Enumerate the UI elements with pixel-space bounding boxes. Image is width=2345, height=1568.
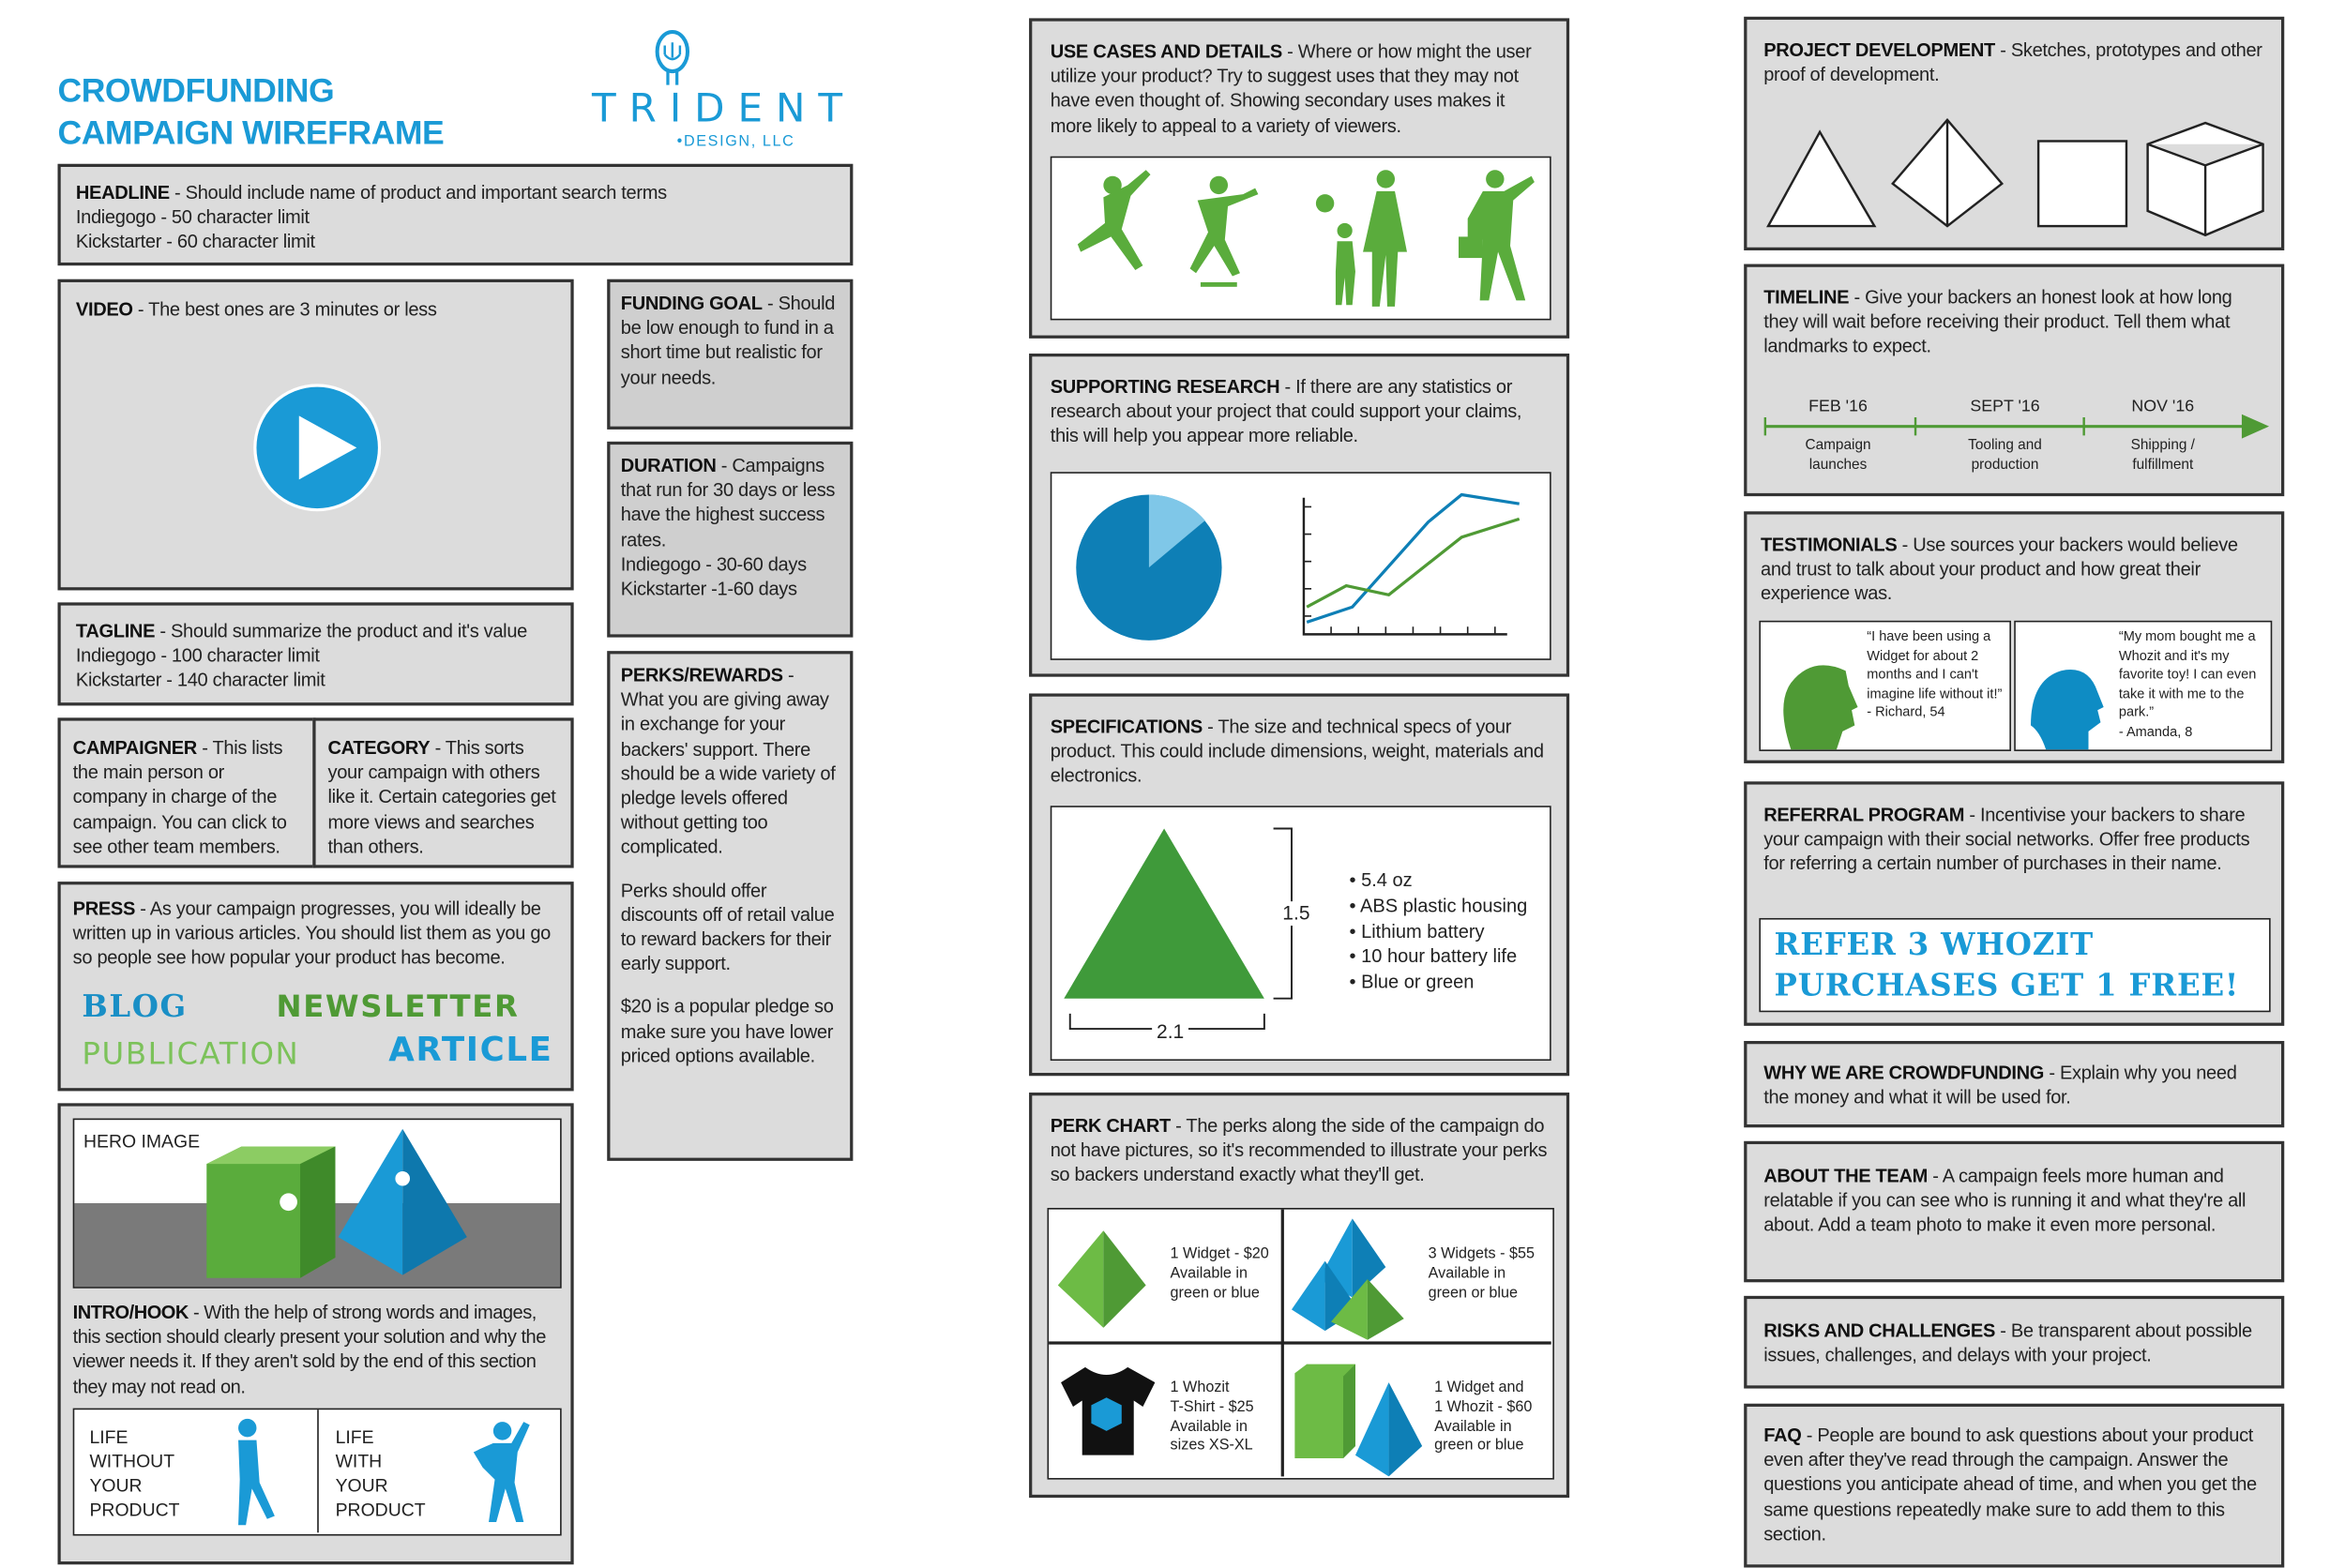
section-label: REFERRAL PROGRAM bbox=[1763, 804, 1965, 826]
section-text: - A campaign feels more human and relatable if you can see who is running it and what they're all about. Add a team photo to make it even more personal. bbox=[1763, 1165, 2247, 1236]
section-text: - The size and technical specs of your product. This could include dimensions, weight, materials and electronics. bbox=[1050, 716, 1544, 787]
title-line: CAMPAIGN WIREFRAME bbox=[57, 113, 445, 152]
faq-section bbox=[1744, 1404, 2284, 1568]
text: Tooling and bbox=[1968, 437, 2042, 454]
spec-item: • 10 hour battery life bbox=[1349, 945, 1518, 968]
perk-text: green or blue bbox=[1434, 1437, 1524, 1455]
project-development-section bbox=[1744, 17, 2284, 250]
green-line-series bbox=[1307, 519, 1520, 607]
use-cases-section bbox=[1029, 18, 1569, 338]
section-label: FUNDING GOAL bbox=[620, 293, 763, 314]
perk-text: Available in bbox=[1170, 1418, 1248, 1436]
section-text: - The perks along the side of the campaign do not have pictures, so it's recommended to illustrate your perks so backers understand exactly what they'll get. bbox=[1050, 1115, 1548, 1186]
text: Shipping / bbox=[2130, 437, 2195, 454]
spec-item: • ABS plastic housing bbox=[1349, 895, 1528, 917]
height-dimension: 1.5 bbox=[1282, 901, 1310, 925]
spec-list bbox=[1349, 868, 1527, 996]
campaigner-section bbox=[57, 717, 315, 867]
quote-text: “I have been using a Widget for about 2 months and I can't imagine life without it!” bbox=[1867, 627, 2003, 701]
perk-text: 1 Widget - $20 bbox=[1170, 1245, 1269, 1263]
play-icon[interactable] bbox=[252, 383, 383, 513]
hero-image-label: HERO IMAGE bbox=[83, 1130, 201, 1153]
section-label: PERKS/REWARDS bbox=[620, 664, 783, 686]
section-label: VIDEO bbox=[75, 298, 133, 321]
testimonial-card bbox=[1759, 621, 2011, 751]
people-silhouettes-icon bbox=[1051, 158, 1552, 319]
section-text: Kickstarter - 60 character limit bbox=[75, 231, 315, 253]
label: WITH bbox=[335, 1450, 383, 1472]
label: PRODUCT bbox=[335, 1499, 426, 1521]
section-label: HEADLINE bbox=[75, 182, 170, 204]
girl-silhouette-icon bbox=[2025, 653, 2116, 750]
why-crowdfunding-section bbox=[1744, 1041, 2284, 1127]
logo-subtitle: •DESIGN, LLC bbox=[676, 133, 795, 151]
research-charts bbox=[1051, 472, 1551, 660]
section-text: Indiegogo - 30-60 days bbox=[620, 553, 807, 575]
press-article-logo: ARTICLE bbox=[388, 1032, 553, 1070]
perk-text: 3 Widgets - $55 bbox=[1428, 1245, 1535, 1263]
hero-product-illustration bbox=[196, 1126, 469, 1288]
perk-text: sizes XS-XL bbox=[1170, 1437, 1253, 1455]
section-text: Indiegogo - 50 character limit bbox=[75, 206, 310, 229]
trident-logo bbox=[589, 27, 855, 158]
press-publication-logo: PUBLICATION bbox=[82, 1034, 300, 1072]
quote-author: - Amanda, 8 bbox=[2118, 723, 2193, 739]
perk-item[interactable] bbox=[1171, 1380, 1254, 1457]
tshirt-icon bbox=[1058, 1367, 1156, 1455]
lightbulb-icon bbox=[589, 27, 855, 128]
section-label: CATEGORY bbox=[327, 737, 431, 760]
text: fulfillment bbox=[2132, 456, 2194, 474]
section-text: - As your campaign progresses, you will ideally be written up in various articles. You should list them as you go so people see how popular your product has become. bbox=[72, 897, 551, 970]
testimonial-quote bbox=[2119, 626, 2271, 741]
section-text: - People are bound to ask questions about your product even after they've read through the campaign. Answer the questions you anticipate ahead of time, and when you get the same questions repeatedly make sure to add them to this section. bbox=[1763, 1425, 2257, 1545]
specs-diagram bbox=[1051, 806, 1551, 1061]
section-label: WHY WE ARE CROWDFUNDING bbox=[1763, 1062, 2045, 1084]
press-blog-logo: BLOG bbox=[82, 988, 188, 1025]
text: production bbox=[1971, 456, 2039, 474]
text: launches bbox=[1808, 456, 1868, 474]
label: LIFE bbox=[89, 1425, 129, 1448]
section-text: - Campaigns that run for 30 days or less have the highest success rates. bbox=[620, 455, 836, 550]
perk-text: T-Shirt - $25 bbox=[1170, 1398, 1254, 1416]
milestone-date: FEB '16 bbox=[1808, 397, 1868, 416]
tagline-section bbox=[57, 602, 573, 705]
section-text: - Should be low enough to fund in a short time but realistic for your needs. bbox=[620, 293, 836, 388]
perk-item[interactable] bbox=[1171, 1245, 1269, 1304]
section-label: PERK CHART bbox=[1050, 1115, 1171, 1137]
section-label: RISKS AND CHALLENGES bbox=[1763, 1319, 1995, 1342]
risks-section bbox=[1744, 1296, 2284, 1389]
section-label: TAGLINE bbox=[75, 620, 156, 642]
milestone-date: NOV '16 bbox=[2131, 397, 2195, 416]
duration-section bbox=[607, 442, 853, 638]
life-comparison bbox=[73, 1408, 562, 1535]
green-pyramid-icon bbox=[1058, 1230, 1149, 1328]
section-label: USE CASES AND DETAILS bbox=[1050, 40, 1282, 63]
section-text: - Give your backers an honest look at how long they will wait before receiving their product. Tell them what landmarks to expect. bbox=[1763, 286, 2232, 357]
text: Campaign bbox=[1805, 437, 1871, 454]
prototype-sketches-icon bbox=[1765, 117, 2266, 238]
funding-goal-section bbox=[607, 279, 853, 430]
press-section bbox=[57, 882, 573, 1091]
milestone-desc bbox=[1778, 437, 1899, 475]
section-text: - Where or how might the user utilize your product? Try to suggest uses that they may not have even thought of. Showing secondary uses makes it more likely to appeal to a variety of viewers. bbox=[1050, 40, 1532, 136]
section-text: - This lists the main person or company in charge of the campaign. You can click to see other team members. bbox=[72, 737, 287, 857]
hero-image bbox=[73, 1119, 562, 1289]
perk-text: 1 Whozit - $60 bbox=[1434, 1398, 1533, 1416]
quote-text: “My mom bought me a Whozit and it's my favorite toy! I can even take it with me to the park.” bbox=[2118, 627, 2257, 720]
section-label: SUPPORTING RESEARCH bbox=[1050, 376, 1280, 398]
stats-illustration bbox=[1051, 474, 1552, 658]
quote-author: - Richard, 54 bbox=[1867, 704, 1945, 720]
hero-intro-section bbox=[57, 1103, 573, 1564]
section-label: ABOUT THE TEAM bbox=[1763, 1165, 1929, 1187]
section-text: - The best ones are 3 minutes or less bbox=[132, 298, 437, 321]
milestone-date: SEPT '16 bbox=[1970, 397, 2040, 416]
perk-text: 1 Whozit bbox=[1170, 1379, 1230, 1396]
section-label: PROJECT DEVELOPMENT bbox=[1763, 39, 1995, 61]
cube-and-pyramid-icon bbox=[1294, 1361, 1431, 1476]
section-text: - With the help of strong words and images, this section should clearly present your solution and why the viewer needs it. If they aren't sold by the end of this section they may not read on. bbox=[72, 1302, 546, 1397]
section-text: Indiegogo - 100 character limit bbox=[75, 645, 320, 667]
section-label: FAQ bbox=[1763, 1425, 1802, 1447]
section-text: - Should summarize the product and it's value bbox=[155, 620, 527, 642]
label: WITHOUT bbox=[89, 1450, 175, 1472]
referral-offer-line: REFER 3 WHOZIT bbox=[1774, 926, 2094, 962]
spec-item: • Blue or green bbox=[1349, 971, 1475, 993]
section-label: TESTIMONIALS bbox=[1760, 534, 1898, 556]
section-label: DURATION bbox=[620, 455, 717, 477]
testimonials-section bbox=[1744, 511, 2284, 763]
perk-text: Available in bbox=[1428, 1265, 1506, 1282]
label: PRODUCT bbox=[89, 1499, 180, 1521]
spec-item: • 5.4 oz bbox=[1349, 869, 1413, 891]
section-text: - Incentivise your backers to share your campaign with their social networks. Offer free products for referring a certain number of purchases in their name. bbox=[1763, 804, 2250, 875]
section-text: - Should include name of product and important search terms bbox=[169, 182, 667, 204]
spec-item: • Lithium battery bbox=[1349, 920, 1485, 942]
perk-item[interactable] bbox=[1429, 1245, 1535, 1304]
width-dimension: 2.1 bbox=[1152, 1019, 1188, 1044]
section-text: $20 is a popular pledge so make sure you have lower priced options available. bbox=[620, 996, 834, 1067]
sad-person-icon bbox=[220, 1415, 296, 1528]
perk-item[interactable] bbox=[1434, 1380, 1532, 1457]
section-text: - If there are any statistics or research about your project that could support your claims, this will help you appear more reliable. bbox=[1050, 376, 1522, 447]
title-line: CROWDFUNDING bbox=[57, 71, 335, 110]
perk-chart-section bbox=[1029, 1093, 1569, 1498]
video-section bbox=[57, 279, 573, 591]
section-label: INTRO/HOOK bbox=[72, 1302, 189, 1323]
perk-grid bbox=[1047, 1208, 1553, 1480]
perk-text: Available in bbox=[1170, 1265, 1248, 1282]
perk-text: Available in bbox=[1434, 1418, 1512, 1436]
section-text: - Use sources your backers would believe and trust to talk about your product and how great their experience was. bbox=[1760, 534, 2238, 605]
section-text: Kickstarter -1-60 days bbox=[620, 578, 797, 600]
about-team-section bbox=[1744, 1141, 2284, 1282]
referral-offer-banner bbox=[1759, 918, 2270, 1012]
section-text: - Sketches, prototypes and other proof of development. bbox=[1763, 39, 2262, 85]
section-label: PRESS bbox=[72, 897, 136, 920]
three-pyramids-icon bbox=[1292, 1218, 1413, 1339]
perk-text: green or blue bbox=[1170, 1284, 1260, 1302]
category-section bbox=[312, 717, 573, 867]
headline-section bbox=[57, 164, 853, 265]
referral-section bbox=[1744, 781, 2284, 1026]
section-text: - Explain why you need the money and what it will be used for. bbox=[1763, 1062, 2237, 1108]
label: YOUR bbox=[335, 1474, 388, 1497]
blue-line-series bbox=[1307, 495, 1520, 623]
life-with-product bbox=[336, 1425, 426, 1522]
man-silhouette-icon bbox=[1770, 653, 1861, 750]
section-text: - This sorts your campaign with others like it. Certain categories get more views and searches than others. bbox=[327, 737, 556, 857]
life-without-product bbox=[74, 1410, 319, 1532]
happy-person-icon bbox=[466, 1412, 542, 1530]
section-label: TIMELINE bbox=[1763, 286, 1850, 309]
testimonial-quote bbox=[1867, 626, 2006, 722]
label: YOUR bbox=[89, 1474, 143, 1497]
milestone-desc bbox=[2102, 437, 2223, 475]
section-label: CAMPAIGNER bbox=[72, 737, 197, 760]
research-section bbox=[1029, 354, 1569, 677]
label: LIFE bbox=[335, 1425, 374, 1448]
section-text: - Be transparent about possible issues, challenges, and delays with your project. bbox=[1763, 1319, 2252, 1366]
referral-offer-line: PURCHASES GET 1 FREE! bbox=[1774, 966, 2239, 1003]
testimonial-card bbox=[2014, 621, 2272, 751]
perks-section bbox=[607, 651, 853, 1161]
timeline-section bbox=[1744, 264, 2284, 497]
milestone-desc bbox=[1944, 437, 2065, 475]
perk-text: green or blue bbox=[1428, 1284, 1518, 1302]
perk-text: 1 Widget and bbox=[1434, 1379, 1524, 1396]
specifications-section bbox=[1029, 693, 1569, 1076]
page-title bbox=[57, 69, 444, 155]
svg-text:TRIDENT: TRIDENT bbox=[592, 84, 847, 128]
section-text: Perks should offer discounts off of retail value to reward backers for their early support. bbox=[620, 879, 835, 975]
press-newsletter-logo: NEWSLETTER bbox=[276, 988, 520, 1025]
use-cases-image bbox=[1051, 157, 1551, 321]
section-text: - What you are giving away in exchange for your backers' support. There should be a wide variety of pledge levels offered without getting too complicated. bbox=[620, 664, 836, 858]
section-label: SPECIFICATIONS bbox=[1050, 716, 1203, 738]
section-text: Kickstarter - 140 character limit bbox=[75, 670, 325, 691]
